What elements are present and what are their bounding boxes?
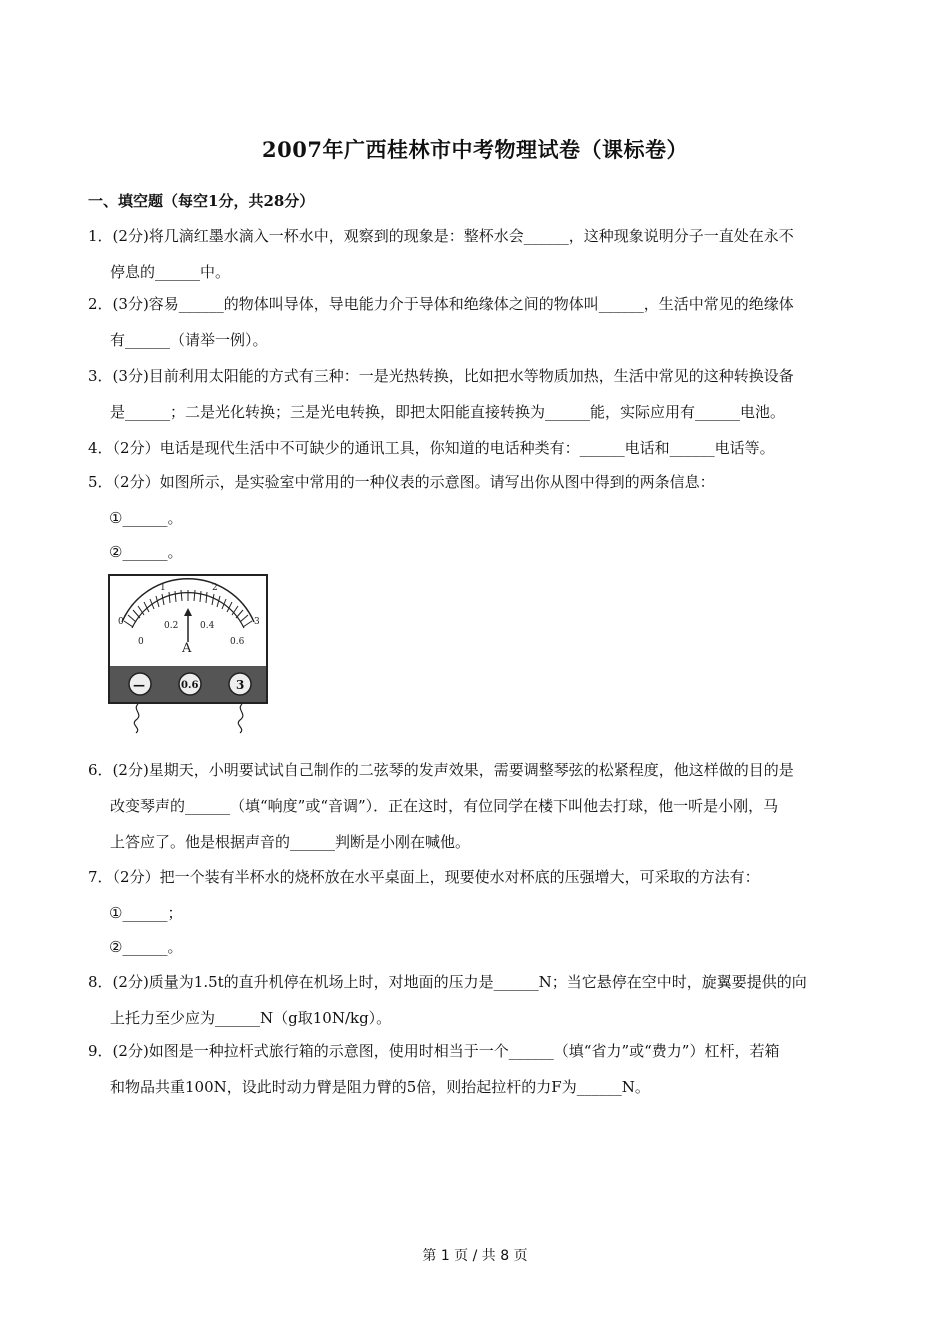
question-6-line-3: 上答应了。他是根据声音的______判断是小刚在喊他。 xyxy=(110,833,471,851)
question-3 xyxy=(88,358,868,430)
question-9-line-2: 和物品共重100N，设此时动力臂是阻力臂的5倍，则抬起拉杆的力F为______N。 xyxy=(110,1078,650,1096)
scale-bottom-label: 0 xyxy=(138,637,144,647)
wire-right xyxy=(238,704,243,733)
question-7-line-1: 7．（2分）把一个装有半杯水的烧杯放在水平桌面上，现要使水对杯底的压强增大，可采取的方法有： xyxy=(88,868,760,886)
question-7-answer-1: ①______； xyxy=(109,904,183,922)
question-1-line-2: 停息的______中。 xyxy=(110,263,231,281)
section-heading: 一、填空题（每空1分，共28分） xyxy=(88,192,315,210)
terminal-label: 0.6 xyxy=(181,680,199,691)
question-5-answer-2: ②______。 xyxy=(109,543,183,561)
terminal-label: — xyxy=(133,678,145,692)
scale-bottom-label: 0.4 xyxy=(200,621,215,631)
question-2-line-2: 有______（请举一例）。 xyxy=(110,331,268,349)
question-2-line-1: 2．(3分)容易______的物体叫导体，导电能力介于导体和绝缘体之间的物体叫______，生活中常见的绝缘体 xyxy=(88,295,794,313)
question-5-line-1: 5．（2分）如图所示，是实验室中常用的一种仪表的示意图。请写出你从图中得到的两条信息： xyxy=(88,473,715,491)
question-6-line-1: 6．(2分)星期天，小明要试试自己制作的二弦琴的发声效果，需要调整琴弦的松紧程度，他这样做的目的是 xyxy=(88,761,794,779)
ammeter-figure xyxy=(108,574,270,734)
scale-top-label: 1 xyxy=(160,583,166,593)
scale-top-label: 2 xyxy=(212,583,218,593)
question-5-answer-1: ①______。 xyxy=(109,509,183,527)
wire-left xyxy=(134,704,139,733)
question-2 xyxy=(88,286,868,358)
question-9 xyxy=(88,1033,868,1105)
scale-top-label: 3 xyxy=(254,617,260,627)
question-4 xyxy=(88,430,868,466)
question-8-line-2: 上托力至少应为______N（g取10N/kg）。 xyxy=(110,1009,392,1027)
page-footer: 第 1 页 / 共 8 页 xyxy=(422,1248,528,1264)
page-title: 2007年广西桂林市中考物理试卷（课标卷） xyxy=(262,137,688,162)
question-9-line-1: 9．(2分)如图是一种拉杆式旅行箱的示意图，使用时相当于一个______（填“省力”或“费力”）杠杆，若箱 xyxy=(88,1042,780,1060)
question-7 xyxy=(88,859,868,895)
scale-bottom-label: 0.6 xyxy=(230,637,245,647)
scale-top-label: 0 xyxy=(118,617,124,627)
terminal-label: 3 xyxy=(236,678,245,692)
question-6-line-2: 改变琴声的______（填“响度”或“音调”）．正在这时，有位同学在楼下叫他去打球，他一听是小刚，马 xyxy=(110,797,779,815)
question-6 xyxy=(88,752,868,860)
question-3-line-1: 3．(3分)目前利用太阳能的方式有三种：一是光热转换，比如把水等物质加热，生活中常见的这种转换设备 xyxy=(88,367,794,385)
question-5 xyxy=(88,464,868,500)
question-1-line-1: 1．(2分)将几滴红墨水滴入一杯水中，观察到的现象是：整杯水会______，这种现象说明分子一直处在永不 xyxy=(88,227,794,245)
question-7-answer-2: ②______。 xyxy=(109,938,183,956)
question-3-line-2: 是______；二是光化转换；三是光电转换，即把太阳能直接转换为______能，实际应用有______电池。 xyxy=(110,403,786,421)
question-8-line-1: 8．(2分)质量为1.5t的直升机停在机场上时，对地面的压力是______N；当它悬停在空中时，旋翼要提供的向 xyxy=(88,973,807,991)
question-8 xyxy=(88,964,868,1036)
unit-label: A xyxy=(182,641,192,656)
question-1 xyxy=(88,218,868,290)
scale-bottom-label: 0.2 xyxy=(164,621,179,631)
question-4-line-1: 4．（2分）电话是现代生活中不可缺少的通讯工具，你知道的电话种类有：______电话和______电话等。 xyxy=(88,439,775,457)
